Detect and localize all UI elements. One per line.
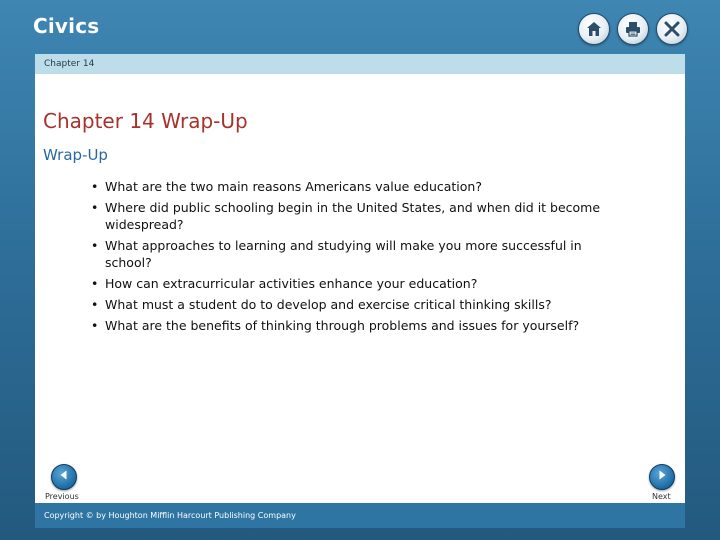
- list-item: • How can extracurricular activities enhance your education?: [91, 275, 631, 292]
- question-list: [91, 178, 631, 338]
- close-icon: [663, 20, 681, 38]
- next-button[interactable]: [649, 464, 675, 490]
- previous-button[interactable]: [51, 464, 77, 490]
- print-button[interactable]: [617, 13, 649, 45]
- top-toolbar: [578, 13, 688, 45]
- app-title: Civics: [33, 14, 100, 38]
- list-item: • Where did public schooling begin in the United States, and when did it become widespread?: [91, 199, 631, 233]
- section-subtitle: Wrap-Up: [43, 146, 108, 164]
- arrow-left-icon: [58, 468, 70, 486]
- close-button[interactable]: [656, 13, 688, 45]
- list-item: • What are the two main reasons Americans value education?: [91, 178, 631, 195]
- home-button[interactable]: [578, 13, 610, 45]
- print-icon: [624, 20, 642, 38]
- page-title: Chapter 14 Wrap-Up: [43, 109, 248, 133]
- copyright-text: Copyright © by Houghton Mifflin Harcourt Publishing Company: [44, 511, 296, 520]
- next-label[interactable]: Next: [652, 492, 671, 501]
- chapter-label: Chapter 14: [44, 59, 95, 69]
- content-panel: [35, 54, 685, 528]
- list-item: • What are the benefits of thinking through problems and issues for yourself?: [91, 317, 631, 334]
- list-item: • What must a student do to develop and exercise critical thinking skills?: [91, 296, 631, 313]
- chapter-bar: [35, 54, 685, 74]
- list-item: • What approaches to learning and studying will make you more successful in school?: [91, 237, 631, 271]
- home-icon: [585, 20, 603, 38]
- footer-bar: [35, 503, 685, 528]
- arrow-right-icon: [656, 468, 668, 486]
- previous-label[interactable]: Previous: [45, 492, 79, 501]
